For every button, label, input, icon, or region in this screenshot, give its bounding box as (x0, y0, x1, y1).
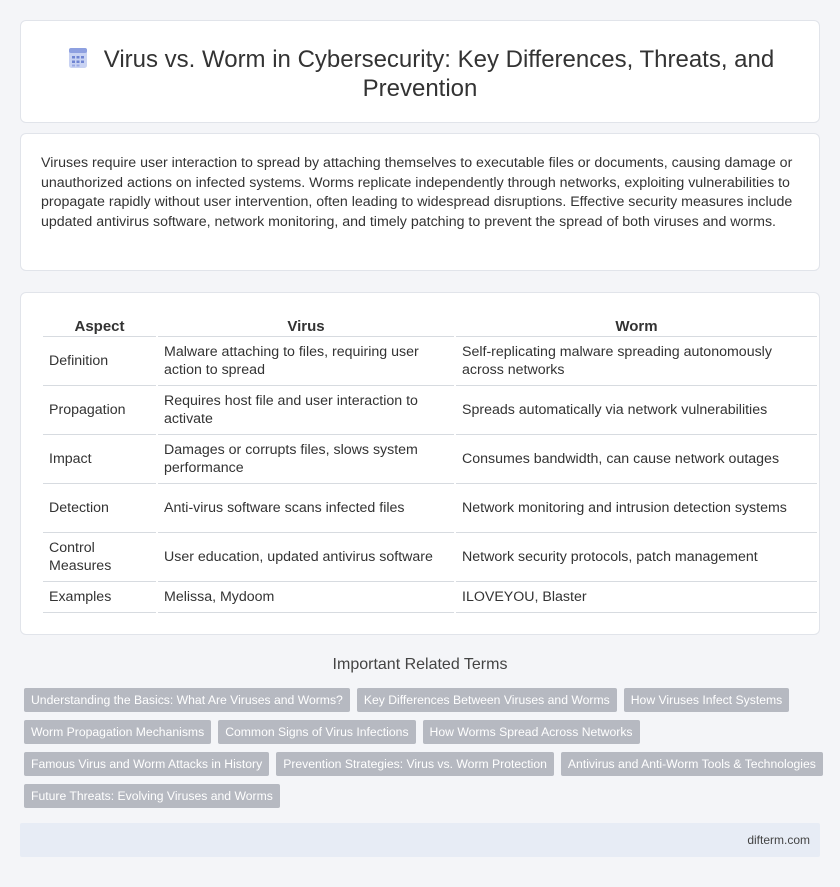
related-term-tag[interactable]: Understanding the Basics: What Are Viruses and Worms? (24, 688, 350, 712)
comparison-card (20, 292, 820, 635)
related-term-tag[interactable]: Future Threats: Evolving Viruses and Worms (24, 784, 280, 808)
related-term-tag[interactable]: Common Signs of Virus Infections (218, 720, 415, 744)
related-term-tag[interactable]: Worm Propagation Mechanisms (24, 720, 211, 744)
footer-site-link[interactable]: difterm.com (747, 833, 810, 847)
row-aspect: Propagation (43, 386, 156, 435)
header-worm: Worm (456, 313, 817, 337)
table-row (43, 533, 817, 582)
row-worm: Consumes bandwidth, can cause network outages (456, 435, 817, 484)
related-terms-heading: Important Related Terms (332, 656, 508, 673)
row-virus: Melissa, Mydoom (158, 582, 454, 613)
related-term-tag[interactable]: Prevention Strategies: Virus vs. Worm Protection (276, 752, 554, 776)
page-title-block (21, 45, 819, 103)
related-term-tag[interactable]: Antivirus and Anti-Worm Tools & Technologies (561, 752, 823, 776)
intro-paragraph: Viruses require user interaction to spread by attaching themselves to executable files or documents, causing damage or unauthorized actions on infected systems. Worms replicate independently through networks, exploiting vulnerabilities to propagate rapidly without user intervention, often leading to widespread disruptions. Effective security measures include updated antivirus software, network monitoring, and timely patching to prevent the spread of both viruses and worms. (41, 155, 793, 230)
row-virus: Anti-virus software scans infected files (158, 484, 454, 533)
comparison-table (41, 313, 819, 613)
table-row (43, 337, 817, 386)
page-title: Virus vs. Worm in Cybersecurity: Key Differences, Threats, and Prevention (103, 46, 775, 102)
related-term-tag[interactable]: Key Differences Between Viruses and Worms (357, 688, 617, 712)
row-aspect: Control Measures (43, 533, 156, 582)
table-row (43, 435, 817, 484)
row-virus: Requires host file and user interaction to activate (158, 386, 454, 435)
row-aspect: Impact (43, 435, 156, 484)
row-aspect: Detection (43, 484, 156, 533)
document-grid-icon (66, 46, 90, 70)
row-virus: Damages or corrupts files, slows system performance (158, 435, 454, 484)
row-worm: Spreads automatically via network vulnerabilities (456, 386, 817, 435)
table-row (43, 582, 817, 613)
related-term-tag[interactable]: How Worms Spread Across Networks (423, 720, 640, 744)
header-card (20, 20, 820, 123)
row-virus: Malware attaching to files, requiring user action to spread (158, 337, 454, 386)
header-aspect: Aspect (43, 313, 156, 337)
row-virus: User education, updated antivirus software (158, 533, 454, 582)
row-worm: Network security protocols, patch management (456, 533, 817, 582)
table-row (43, 386, 817, 435)
table-row (43, 484, 817, 533)
row-aspect: Examples (43, 582, 156, 613)
related-term-tag[interactable]: Famous Virus and Worm Attacks in History (24, 752, 269, 776)
table-header-row (43, 313, 817, 337)
row-worm: Self-replicating malware spreading autonomously across networks (456, 337, 817, 386)
related-terms-list (24, 688, 824, 808)
row-worm: ILOVEYOU, Blaster (456, 582, 817, 613)
related-term-tag[interactable]: How Viruses Infect Systems (624, 688, 790, 712)
row-worm: Network monitoring and intrusion detection systems (456, 484, 817, 533)
intro-card (20, 133, 820, 271)
footer (20, 823, 820, 857)
header-virus: Virus (158, 313, 454, 337)
row-aspect: Definition (43, 337, 156, 386)
